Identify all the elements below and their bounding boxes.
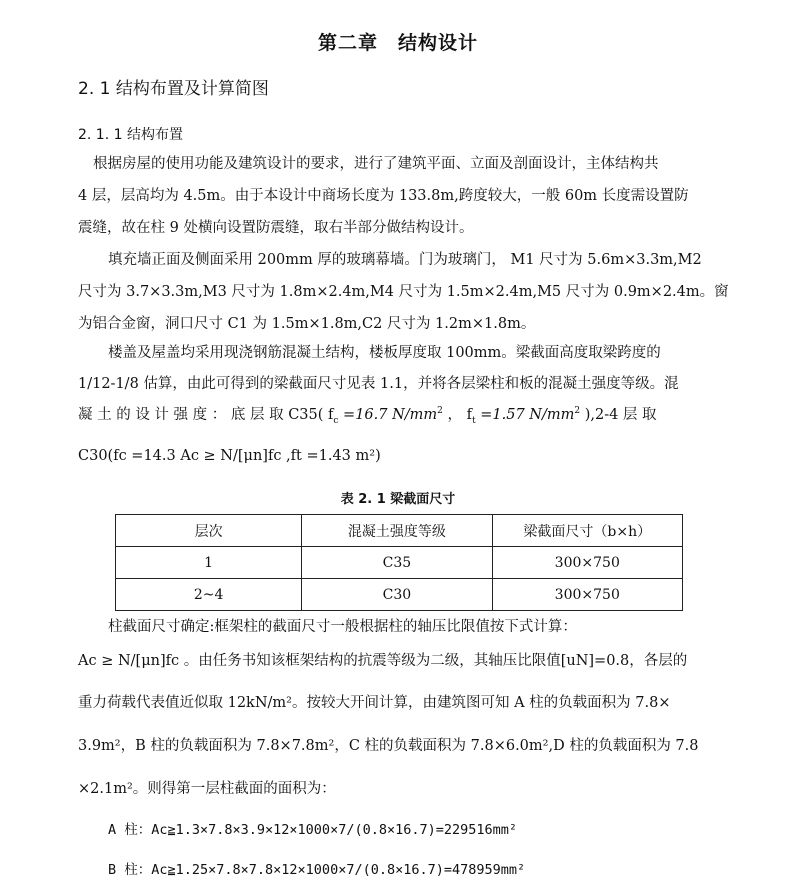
table-header-row bbox=[116, 515, 683, 547]
formula-column-b: B 柱：Ac≧1.25×7.8×7.8×12×1000×7/(0.8×16.7)=478959mm² bbox=[108, 862, 526, 878]
para3-line2: 1/12-1/8 估算，由此可得到的梁截面尺寸见表 1.1，并将各层梁柱和板的混凝土强度等级。混 bbox=[78, 376, 679, 392]
para2-line2: 尺寸为 3.7×3.3m,M3 尺寸为 1.8m×2.4m,M4 尺寸为 1.5m×2.4m,M5 尺寸为 0.9m×2.4m。窗 bbox=[78, 284, 729, 300]
para3-line1: 楼盖及屋盖均采用现浇钢筋混凝土结构，楼板厚度取 100mm。梁截面高度取梁跨度的 bbox=[108, 345, 661, 361]
para2-line1: 填充墙正面及侧面采用 200mm 厚的玻璃幕墙。门为玻璃门， M1 尺寸为 5.6m×3.3m,M2 bbox=[108, 252, 702, 268]
para1-line2: 4 层，层高均为 4.5m。由于本设计中商场长度为 133.8m,跨度较大，一般 60m 长度需设置防 bbox=[78, 188, 689, 204]
table-cell: 300×750 bbox=[492, 579, 682, 611]
table-row bbox=[116, 547, 683, 579]
table-cell: 1 bbox=[116, 547, 302, 579]
table-row bbox=[116, 579, 683, 611]
para3-line3: 凝 土 的 设 计 强 度 ： 底 层 取 C35( $f_c =16.7$ $N/mm^2$ ， $f_t =1.57$ $N/mm^2$ ),2-4 层 取 bbox=[78, 406, 657, 426]
formula-column-a: A 柱：Ac≧1.3×7.8×3.9×12×1000×7/(0.8×16.7)=229516mm² bbox=[108, 822, 518, 838]
table-header: 层次 bbox=[116, 515, 302, 547]
para4-line1: 柱截面尺寸确定:框架柱的截面尺寸一般根据柱的轴压比限值按下式计算： bbox=[108, 619, 577, 635]
para1-line3: 震缝，故在柱 9 处横向设置防震缝，取右半部分做结构设计。 bbox=[78, 220, 474, 236]
table-cell: 2~4 bbox=[116, 579, 302, 611]
table-header: 梁截面尺寸（b×h） bbox=[492, 515, 682, 547]
beam-section-table bbox=[115, 514, 683, 611]
subsection-heading: 2. 1. 1 结构布置 bbox=[78, 127, 183, 143]
table-cell: C30 bbox=[302, 579, 492, 611]
para1-line1: 根据房屋的使用功能及建筑设计的要求，进行了建筑平面、立面及剖面设计，主体结构共 bbox=[93, 156, 659, 172]
table-cell: C35 bbox=[302, 547, 492, 579]
section-heading: 2. 1 结构布置及计算简图 bbox=[78, 79, 269, 99]
table-cell: 300×750 bbox=[492, 547, 682, 579]
chapter-title: 第二章 结构设计 bbox=[317, 32, 478, 54]
para4-line2: Ac ≥ N/[μn]fc 。由任务书知该框架结构的抗震等级为二级，其轴压比限值[uN]=0.8，各层的 bbox=[78, 653, 688, 669]
table-caption: 表 2. 1 梁截面尺寸 bbox=[340, 492, 456, 507]
para2-line3: 为铝合金窗，洞口尺寸 C1 为 1.5m×1.8m,C2 尺寸为 1.2m×1.8m。 bbox=[78, 316, 536, 332]
para4-line3: 重力荷载代表值近似取 12kN/m²。按较大开间计算，由建筑图可知 A 柱的负载面积为 7.8× bbox=[78, 695, 671, 711]
para4-line4: 3.9m²，B 柱的负载面积为 7.8×7.8m²，C 柱的负载面积为 7.8×6.0m²,D 柱的负载面积为 7.8 bbox=[78, 738, 699, 754]
para3-line4: C30(fc =14.3 Ac ≥ N/[μn]fc ,ft =1.43 m²) bbox=[78, 448, 381, 464]
table-header: 混凝土强度等级 bbox=[302, 515, 492, 547]
para4-line5: ×2.1m²。则得第一层柱截面的面积为： bbox=[78, 781, 336, 797]
